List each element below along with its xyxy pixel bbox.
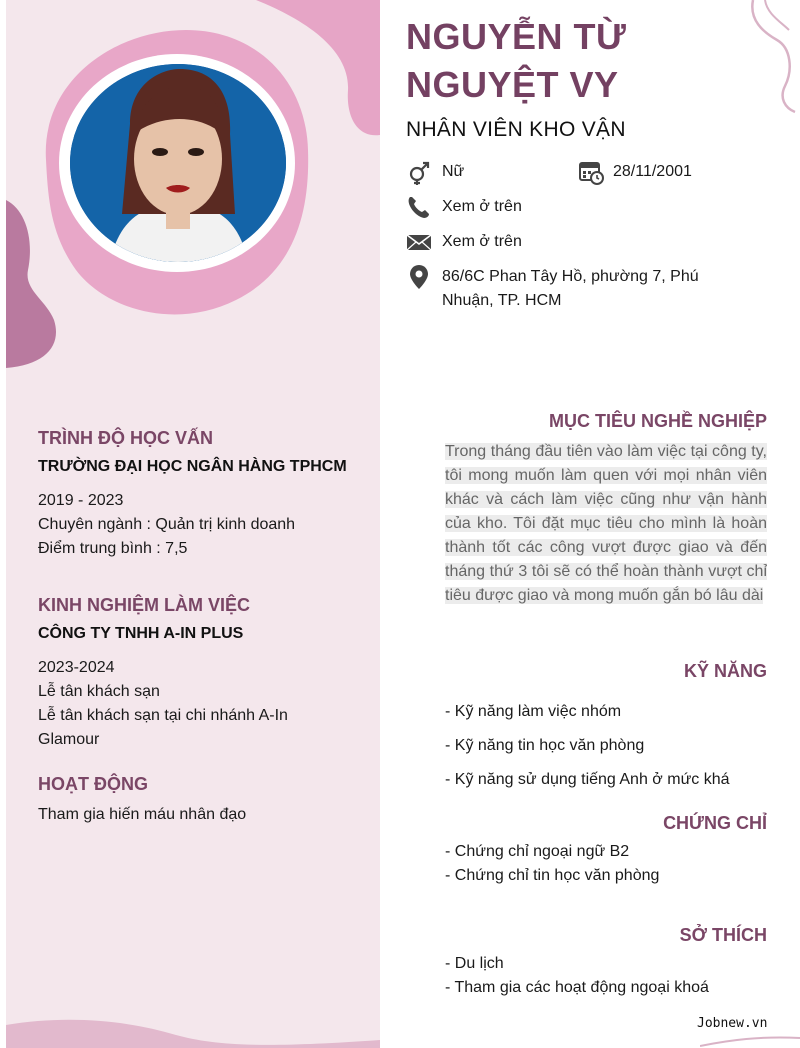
certificate-item: - Chứng chỉ tin học văn phòng [445, 867, 660, 884]
experience-desc-line1: Lễ tân khách sạn tại chi nhánh A-In [38, 707, 288, 724]
left-panel [6, 0, 380, 1048]
certificate-item: - Chứng chỉ ngoại ngữ B2 [445, 843, 630, 860]
certificates-title: CHỨNG CHỈ [663, 813, 767, 833]
hobby-item: - Tham gia các hoạt động ngoại khoá [445, 979, 709, 996]
education-period: 2019 - 2023 [38, 492, 124, 509]
skill-item: - Kỹ năng tin học văn phòng [445, 737, 645, 754]
experience-period: 2023-2024 [38, 659, 115, 676]
address-line1: 86/6C Phan Tây Hồ, phường 7, Phú [442, 268, 699, 285]
education-title: TRÌNH ĐỘ HỌC VẤN [38, 428, 213, 448]
skill-item: - Kỹ năng làm việc nhóm [445, 703, 622, 720]
address-line2: Nhuận, TP. HCM [442, 292, 562, 309]
footer-brand: Jobnew.vn [697, 1016, 768, 1031]
hobby-item: - Du lịch [445, 955, 504, 972]
activities-item: Tham gia hiến máu nhân đạo [38, 806, 247, 823]
email-icon [406, 229, 432, 255]
experience-title: KINH NGHIỆM LÀM VIỆC [38, 595, 251, 615]
name-line2: NGUYỆT VY [406, 64, 619, 105]
objective-text: Trong tháng đầu tiên vào làm việc tại công ty, tôi mong muốn làm quen với mọi nhân viên khác và cách làm việc cũng như vận hành của kho. Tôi đặt mục tiêu cho mình là hoàn thành tốt các công vượt được giao và đến tháng thứ 3 tôi sẽ có thể hoàn thành vượt chỉ tiêu được giao và mong muốn gắn bó lâu dài [445, 443, 767, 604]
calendar-icon [578, 159, 604, 185]
experience-desc-line2: Glamour [38, 731, 100, 748]
education-major: Chuyên ngành : Quản trị kinh doanh [38, 516, 296, 533]
experience-position: Lễ tân khách sạn [38, 683, 160, 700]
objective-title: MỤC TIÊU NGHỀ NGHIỆP [548, 411, 767, 431]
avatar [70, 64, 286, 262]
phone-icon [406, 194, 432, 220]
hobbies-title: SỞ THÍCH [679, 925, 767, 945]
job-title: NHÂN VIÊN KHO VẬN [406, 118, 626, 141]
birthday-value: 28/11/2001 [613, 163, 692, 180]
email-value: Xem ở trên [442, 233, 522, 250]
decorative-squiggle-top [745, 0, 800, 115]
skills-title: KỸ NĂNG [683, 661, 767, 681]
education-gpa: Điểm trung bình : 7,5 [38, 540, 188, 557]
gender-icon [406, 159, 432, 185]
education-school: TRƯỜNG ĐẠI HỌC NGÂN HÀNG TPHCM [38, 458, 347, 475]
activities-title: HOẠT ĐỘNG [38, 774, 148, 794]
phone-value: Xem ở trên [442, 198, 522, 215]
gender-value: Nữ [442, 163, 465, 180]
decorative-blob-bottom [6, 1010, 380, 1048]
experience-company: CÔNG TY TNHH A-IN PLUS [38, 625, 244, 642]
skill-item: - Kỹ năng sử dụng tiếng Anh ở mức khá [445, 771, 730, 788]
name-line1: NGUYỄN TỪ [406, 16, 627, 57]
decorative-squiggle-bottom [700, 1030, 800, 1048]
location-icon [406, 264, 432, 290]
